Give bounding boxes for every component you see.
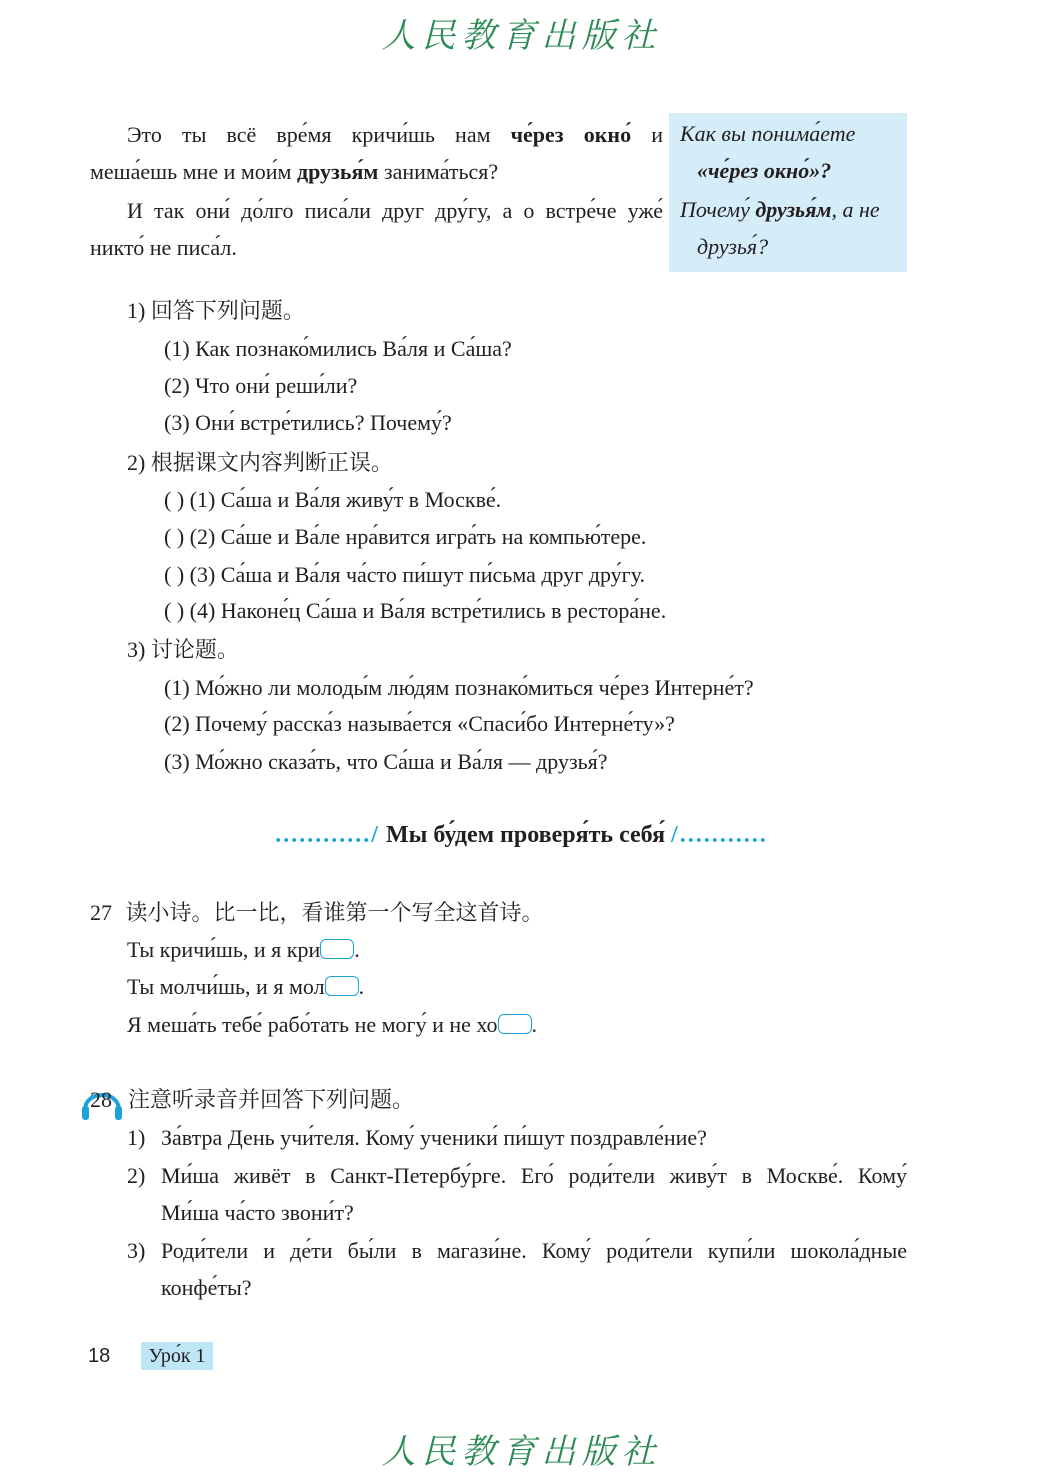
answer-paren[interactable]: ( ) — [164, 524, 185, 549]
task2-title: 2) 根据课文内容判断正误。 — [127, 450, 393, 475]
task3-question: (3) Мо́жно сказа́ть, что Са́ша и Ва́ля — друзья́? — [164, 749, 608, 774]
para1-text-b: и — [651, 122, 663, 147]
reading-paragraph-2 — [90, 192, 663, 266]
task2-statement — [164, 592, 666, 629]
section-heading — [0, 822, 1043, 849]
footer-publisher-logo: 人民教育出版社 — [381, 1432, 662, 1472]
poem-line — [127, 968, 364, 1005]
answer-paren[interactable]: ( ) — [164, 562, 185, 587]
statement-text: (1) Са́ша и Ва́ля живу́т в Москве́. — [189, 487, 502, 512]
para1-text-a: Это ты всё вре́мя кричи́шь нам — [127, 122, 491, 147]
ex28-question-number: 3) — [127, 1238, 146, 1263]
reading-paragraph-1 — [90, 116, 663, 190]
poem-text: Ты молчи́шь, и я мол — [127, 974, 325, 999]
ex28-q2-line-2: Ми́ша ча́сто звони́т? — [161, 1200, 354, 1225]
sidebox-q2-end: друзья́? — [697, 234, 769, 259]
poem-punct: . — [531, 1012, 538, 1037]
task1-question: (1) Как познако́мились Ва́ля и Са́ша? — [164, 336, 512, 361]
poem-text: Я меша́ть тебе́ рабо́тать не могу́ и не хо — [127, 1012, 498, 1037]
exercise-28-instruction: 注意听录音并回答下列问题。 — [128, 1087, 415, 1112]
sidebox-q2-line — [680, 197, 880, 223]
sidebox-q2-rest: , а не — [831, 197, 880, 222]
ex28-q3-line-1: Роди́тели и де́ти бы́ли в магази́не. Кому́ роди́тели купи́ли шокола́дные — [161, 1238, 907, 1263]
task2-statement — [164, 556, 645, 593]
sidebox-q2-text: Почему́ — [680, 197, 750, 222]
poem-punct: . — [358, 974, 365, 999]
ex28-q3-line-2: конфе́ты? — [161, 1275, 252, 1300]
side-question-box — [669, 113, 907, 272]
task3-title: 3) 讨论题。 — [127, 637, 239, 662]
fill-in-blank[interactable] — [498, 1014, 532, 1034]
exercise-28-number: 28 — [90, 1087, 112, 1112]
para1-bold-friends: друзья́м — [296, 159, 379, 184]
ex28-question-number: 2) — [127, 1163, 146, 1188]
para2-line-1: И так они́ до́лго писа́ли друг дру́гу, а о встре́че уже́ — [127, 198, 663, 223]
ex28-q2-line-1: Ми́ша живёт в Санкт-Петербу́рге. Его́ роди́тели живу́т в Москве́. Кому́ — [161, 1163, 907, 1188]
task2-statement — [164, 518, 646, 555]
statement-text: (2) Са́ше и Ва́ле нра́вится игра́ть на компью́тере. — [189, 524, 647, 549]
fill-in-blank[interactable] — [325, 976, 359, 996]
statement-text: (3) Са́ша и Ва́ля ча́сто пи́шут пи́сьма друг дру́гу. — [189, 562, 646, 587]
answer-paren[interactable]: ( ) — [164, 487, 185, 512]
exercise-number: 27 — [90, 900, 112, 925]
poem-punct: . — [354, 937, 360, 962]
page-number: 18 — [88, 1345, 111, 1367]
lesson-badge: Уро́к 1 — [141, 1342, 213, 1370]
statement-text: (4) Наконе́ц Са́ша и Ва́ля встре́тились в рестора́не. — [189, 598, 667, 623]
para1-text-d: занима́ться? — [383, 159, 499, 184]
sidebox-q2-bold: друзья́м — [755, 197, 832, 222]
ex28-question — [161, 1232, 907, 1306]
heading-left-decoration: ............/ — [275, 822, 380, 848]
ex28-question: За́втра День учи́теля. Кому́ ученики́ пи́шут поздравле́ние? — [161, 1125, 707, 1150]
task1-question: (3) Они́ встре́тились? Почему́? — [164, 410, 452, 435]
task1-title: 1) 回答下列问题。 — [127, 298, 305, 323]
poem-text: Ты кричи́шь, и я кри — [127, 937, 321, 962]
task3-question: (1) Мо́жно ли молоды́м лю́дям познако́миться че́рез Интерне́т? — [164, 675, 754, 700]
heading-title: Мы бу́дем проверя́ть себя́ — [385, 822, 666, 848]
exercise-27-header — [90, 894, 544, 931]
task2-statement — [164, 481, 501, 518]
poem-line — [127, 1006, 537, 1043]
poem-line — [127, 931, 360, 968]
exercise-instruction: 读小诗。比一比，看谁第一个写全这首诗。 — [125, 900, 544, 925]
sidebox-q1-phrase: «че́рез окно́»? — [697, 158, 832, 183]
sidebox-q1-text: Как вы понима́ете — [680, 121, 856, 146]
para2-line-2: никто́ не писа́л. — [90, 235, 237, 260]
heading-right-decoration: /........... — [671, 822, 768, 848]
header-publisher-logo: 人民教育出版社 — [381, 16, 662, 56]
ex28-question — [161, 1157, 907, 1231]
task1-question: (2) Что они́ реши́ли? — [164, 373, 358, 398]
para1-text-c: меша́ешь мне и мои́м — [90, 159, 292, 184]
ex28-question-number: 1) — [127, 1125, 146, 1150]
answer-paren[interactable]: ( ) — [164, 598, 185, 623]
task3-question: (2) Почему́ расска́з называ́ется «Спаси́бо Интерне́ту»? — [164, 711, 675, 736]
para1-bold-through-window: че́рез окно́ — [510, 122, 632, 147]
fill-in-blank[interactable] — [320, 939, 354, 959]
